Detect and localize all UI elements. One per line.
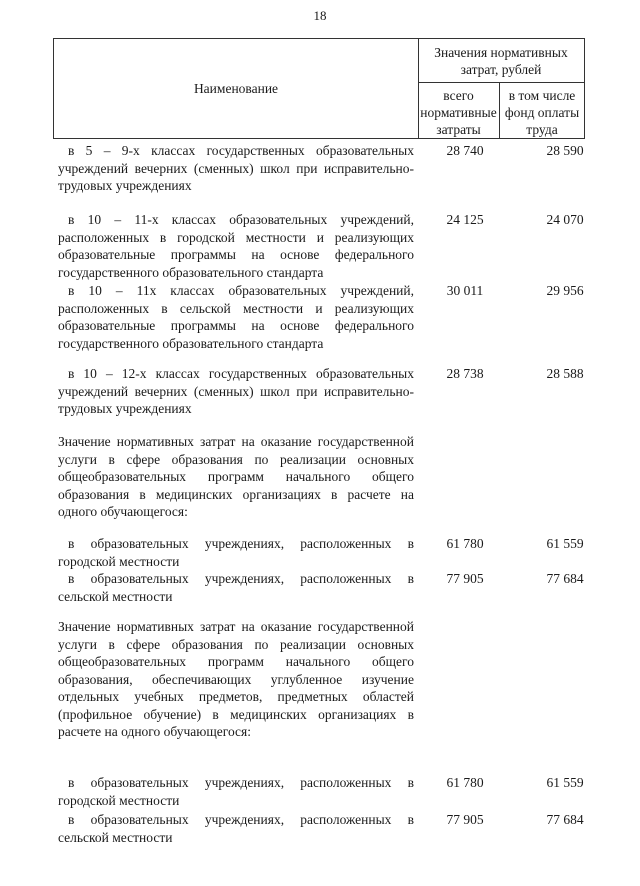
header-total-column: всего нормативные затраты xyxy=(418,83,500,138)
row-payroll: 61 559 xyxy=(546,775,584,790)
row-total: 77 905 xyxy=(446,812,484,827)
header-name-column: Наименование xyxy=(54,39,419,138)
row-total: 61 780 xyxy=(446,536,484,551)
row-payroll: 28 590 xyxy=(546,143,584,158)
row-name: в образовательных учреждениях, расположенных в городской местности xyxy=(58,536,414,569)
row-total: 61 780 xyxy=(446,775,484,790)
row-name: в 10 – 11х классах образовательных учреждений, расположенных в сельской местности и реализующих образовательные программы на основе федерального государственного образовательного стандарта xyxy=(58,283,414,351)
row-payroll: 28 588 xyxy=(546,366,584,381)
row-payroll: 61 559 xyxy=(546,536,584,551)
row-total: 28 738 xyxy=(446,366,484,381)
row-name: в 10 – 12-х классах государственных образовательных учреждений вечерних (сменных) школ при исправительно-трудовых учреждениях xyxy=(58,366,414,416)
row-total: 28 740 xyxy=(446,143,484,158)
section-heading: Значение нормативных затрат на оказание государственной услуги в сфере образования по реализации основных общеобразовательных программ начального общего образования, обеспечивающих углубленное изучение отдельных учебных предметов, предметных областей (профильное обучение) в медицинских организациях в расчете на одного обучающегося: xyxy=(58,619,414,739)
row-name: в образовательных учреждениях, расположенных в сельской местности xyxy=(58,571,414,604)
row-name: в образовательных учреждениях, расположенных в сельской местности xyxy=(58,812,414,845)
page-number: 18 xyxy=(313,8,327,23)
header-payroll-column: в том числе фонд оплаты труда xyxy=(504,88,580,137)
row-payroll: 24 070 xyxy=(546,212,584,227)
row-payroll: 29 956 xyxy=(546,283,584,298)
row-name: в образовательных учреждениях, расположенных в городской местности xyxy=(58,775,414,808)
row-total: 24 125 xyxy=(446,212,484,227)
row-payroll: 77 684 xyxy=(546,571,584,586)
header-values-group: Значения нормативных затрат, рублей xyxy=(418,39,584,83)
row-name: в 10 – 11-х классах образовательных учреждений, расположенных в городской местности и реализующих образовательные программы на основе федерального государственного образовательного стандарта xyxy=(58,212,414,280)
table-header xyxy=(53,38,585,139)
section-heading: Значение нормативных затрат на оказание государственной услуги в сфере образования по реализации основных общеобразовательных программ начального общего образования в медицинских организациях в расчете на одного обучающегося: xyxy=(58,434,414,519)
row-name: в 5 – 9-х классах государственных образовательных учреждений вечерних (сменных) школ при исправительно-трудовых учреждениях xyxy=(58,143,414,193)
row-payroll: 77 684 xyxy=(546,812,584,827)
row-total: 30 011 xyxy=(446,283,484,298)
row-total: 77 905 xyxy=(446,571,484,586)
